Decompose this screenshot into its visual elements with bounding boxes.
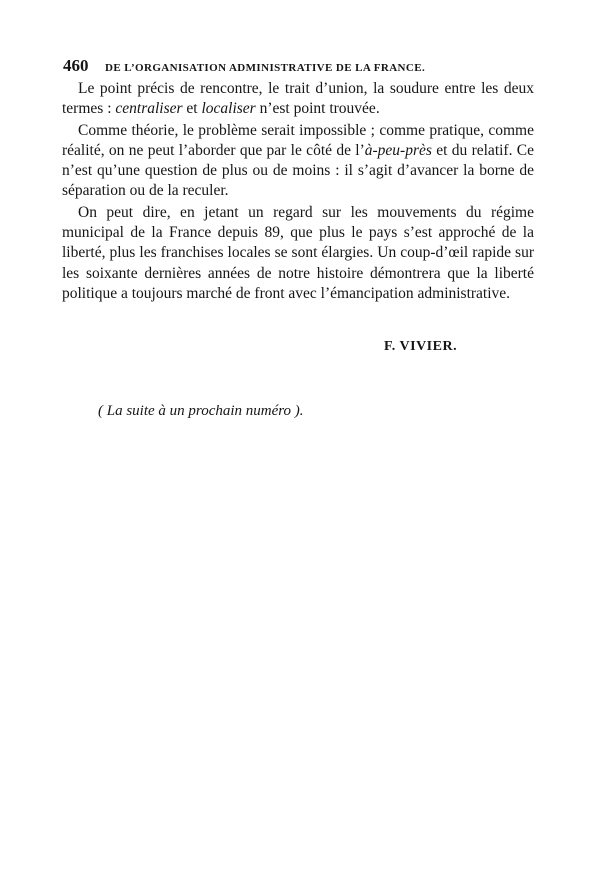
term-centraliser: centraliser (115, 100, 183, 118)
paragraph-1 (62, 79, 534, 120)
paragraph-3-text: On peut dire, en jetant un regard sur les mouvements du régime municipal de la France depuis 89, que plus le pays s’est approché de la liberté, plus les franchises locales se sont élargies. Un coup-d’œil rapide sur les soixante dernières années de notre histoire démontrera que la liberté politique a toujours marché de front avec l’émancipation administrative. (62, 203, 534, 302)
paragraph-2-text-a: Comme théorie, le problème serait impossible ; comme pratique, comme réalité, on ne peut l’aborder que par le côté de l’ (62, 121, 534, 159)
author-signature: F. VIVIER. (384, 339, 458, 354)
term-localiser: localiser (201, 100, 256, 118)
paragraph-3 (62, 203, 534, 304)
term-a-peu-pres: à-peu-près (364, 141, 432, 159)
paragraph-1-text-c: n’est point trouvée. (255, 100, 380, 118)
paragraph-2 (62, 121, 534, 202)
running-head: DE L’ORGANISATION ADMINISTRATIVE DE LA FRANCE. (105, 62, 426, 74)
page-header (63, 56, 488, 76)
paragraph-1-text-a: Le point précis de rencontre, le trait d’union, la soudure entre les deux termes : (62, 80, 534, 118)
body-text (62, 79, 534, 304)
paragraph-2-text-b: et du relatif. Ce n’est qu’une question de plus ou de moins : il s’agit d’avancer la borne de séparation ou de la reculer. (62, 141, 535, 200)
continuation-note: ( La suite à un prochain numéro ). (98, 403, 304, 419)
paragraph-1-text-b: et (182, 100, 202, 118)
page-number: 460 (63, 56, 89, 75)
